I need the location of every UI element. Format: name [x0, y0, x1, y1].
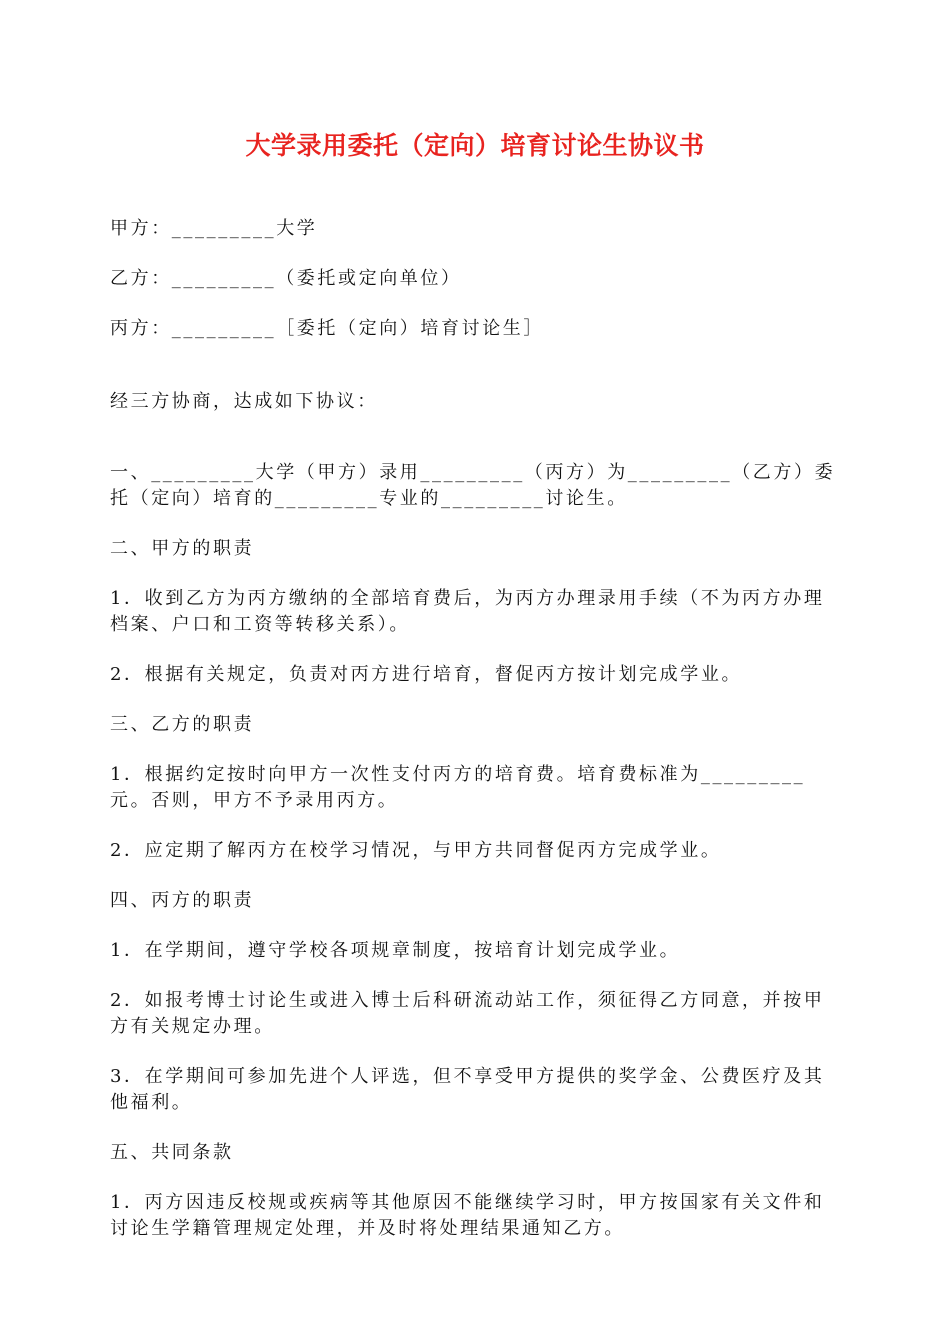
document-body [110, 216, 840, 1242]
document-title: 大学录用委托（定向）培育讨论生协议书 [245, 131, 705, 160]
party-b-line: 乙方：_________（委托或定向单位） [110, 268, 462, 289]
section-3-item-1: 1．根据约定按时向甲方一次性支付丙方的培育费。培育费标准为_________元。否则，甲方不予录用丙方。 [110, 764, 806, 811]
section-3-item-2: 2．应定期了解丙方在校学习情况，与甲方共同督促丙方完成学业。 [110, 840, 722, 861]
section-4-item-3: 3．在学期间可参加先进个人评选，但不享受甲方提供的奖学金、公费医疗及其他福利。 [110, 1066, 825, 1113]
party-a-line: 甲方：_________大学 [110, 218, 318, 239]
section-2-heading: 二、甲方的职责 [110, 538, 255, 559]
section-2-item-1: 1．收到乙方为丙方缴纳的全部培育费后，为丙方办理录用手续（不为丙方办理档案、户口和工资等转移关系）。 [110, 588, 825, 635]
intro-line: 经三方协商，达成如下协议： [110, 391, 378, 412]
clause-1: 一、_________大学（甲方）录用_________（丙方）为_________（乙方）委托（定向）培育的_________专业的_________讨论生。 [110, 462, 836, 509]
section-4-item-1: 1．在学期间，遵守学校各项规章制度，按培育计划完成学业。 [110, 940, 681, 961]
section-5-heading: 五、共同条款 [110, 1142, 234, 1163]
party-c-line: 丙方：_________［委托（定向）培育讨论生］ [110, 318, 544, 339]
section-5-item-1: 1．丙方因违反校规或疾病等其他原因不能继续学习时，甲方按国家有关文件和讨论生学籍管理规定处理，并及时将处理结果通知乙方。 [110, 1192, 825, 1239]
section-3-heading: 三、乙方的职责 [110, 714, 255, 735]
section-2-item-2: 2．根据有关规定，负责对丙方进行培育，督促丙方按计划完成学业。 [110, 664, 743, 685]
section-4-heading: 四、丙方的职责 [110, 890, 255, 911]
section-4-item-2: 2．如报考博士讨论生或进入博士后科研流动站工作，须征得乙方同意，并按甲方有关规定办理。 [110, 990, 825, 1037]
